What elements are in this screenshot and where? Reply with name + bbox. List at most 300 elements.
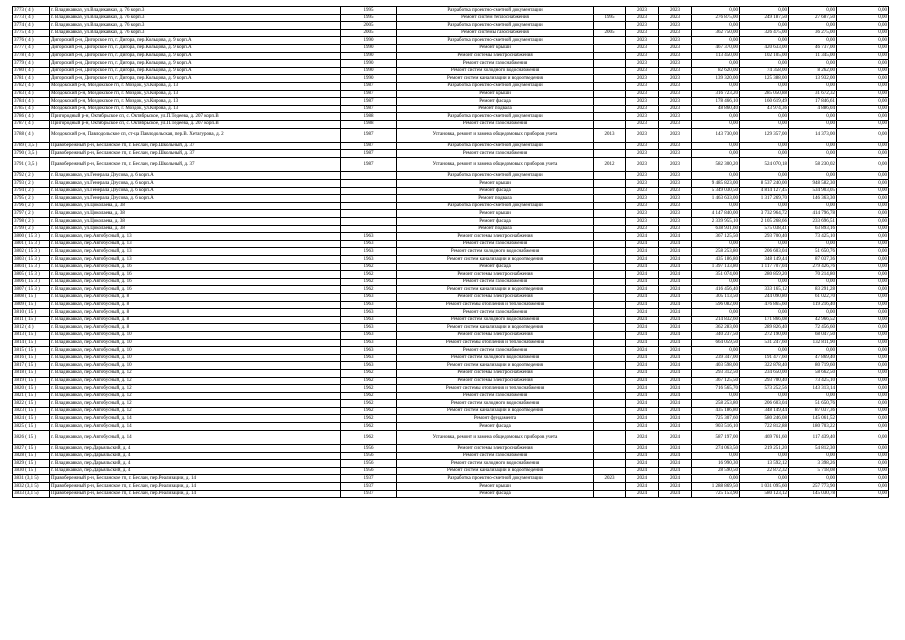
table-row — [13, 195, 889, 203]
owner-cost-cell: 0,00 — [789, 278, 837, 286]
address-cell: г. Владикавказ, ул.Генерала Дзусова, д. 6 корп.А — [50, 195, 341, 203]
row-number-cell: 3817 ( 15 ) — [13, 362, 50, 370]
fund-cost-cell: 171 866,08 — [740, 316, 789, 324]
total-cost-cell: 139 320,00 — [692, 75, 740, 83]
other-cost-cell: 0,00 — [837, 22, 889, 30]
row-number-cell: 3793 ( 2 ) — [13, 180, 50, 188]
other-cost-cell: 0,00 — [837, 490, 889, 498]
build-year-cell — [341, 195, 397, 203]
plan-year-end-cell: 2024 — [659, 490, 692, 498]
other-cost-cell: 0,00 — [837, 445, 889, 453]
plan-year-end-cell: 2024 — [659, 362, 692, 370]
total-cost-cell: 716 565,70 — [692, 385, 740, 393]
plan-year-start-cell: 2024 — [626, 377, 659, 385]
build-year-cell: 1962 — [341, 392, 397, 400]
other-cost-cell: 0,00 — [837, 483, 889, 491]
plan-year-end-cell: 2023 — [659, 218, 692, 226]
last-repair-year-cell — [594, 240, 626, 248]
table-row — [13, 14, 889, 22]
table-row — [13, 52, 889, 60]
fund-cost-cell: 0,00 — [740, 37, 789, 45]
last-repair-year-cell — [594, 407, 626, 415]
address-cell: г. Владикавказ, ул.Генерала Дзусова, д. 6 корп.А — [50, 180, 341, 188]
last-repair-year-cell — [594, 187, 626, 195]
row-number-cell: 3828 ( 15 ) — [13, 452, 50, 460]
total-cost-cell: 0,00 — [692, 278, 740, 286]
other-cost-cell: 0,00 — [837, 301, 889, 309]
table-row — [13, 362, 889, 370]
owner-cost-cell: 87 037,36 — [789, 407, 837, 415]
other-cost-cell: 0,00 — [837, 467, 889, 475]
build-year-cell: 1962 — [341, 430, 397, 444]
last-repair-year-cell — [594, 7, 626, 15]
plan-year-start-cell: 2024 — [626, 369, 659, 377]
last-repair-year-cell: 2013 — [594, 128, 626, 142]
owner-cost-cell: 0,00 — [789, 240, 837, 248]
last-repair-year-cell: 1995 — [594, 14, 626, 22]
work-type-cell: Ремонт систем холодного водоснабжения — [397, 248, 594, 256]
table-row — [13, 278, 889, 286]
plan-year-start-cell: 2023 — [626, 37, 659, 45]
last-repair-year-cell — [594, 52, 626, 60]
owner-cost-cell: 0,00 — [789, 347, 837, 355]
work-type-cell: Ремонт систем канализации и водоотведения — [397, 467, 594, 475]
other-cost-cell: 0,00 — [837, 263, 889, 271]
fund-cost-cell: 0,00 — [740, 452, 789, 460]
last-repair-year-cell — [594, 415, 626, 423]
work-type-cell: Ремонт систем канализации и водоотведения — [397, 324, 594, 332]
plan-year-start-cell: 2023 — [626, 150, 659, 158]
plan-year-start-cell: 2023 — [626, 172, 659, 180]
last-repair-year-cell — [594, 392, 626, 400]
plan-year-start-cell: 2024 — [626, 233, 659, 241]
address-cell: г. Владикавказ, пер.Автобусный, д. 12 — [50, 385, 341, 393]
other-cost-cell: 0,00 — [837, 52, 889, 60]
owner-cost-cell: 145 030,78 — [789, 490, 837, 498]
table-row — [13, 90, 889, 98]
plan-year-start-cell: 2024 — [626, 475, 659, 483]
last-repair-year-cell — [594, 347, 626, 355]
other-cost-cell: 0,00 — [837, 142, 889, 150]
owner-cost-cell: 146 363,30 — [789, 195, 837, 203]
plan-year-end-cell: 2024 — [659, 407, 692, 415]
other-cost-cell: 0,00 — [837, 339, 889, 347]
build-year-cell: 1987 — [341, 158, 397, 172]
last-repair-year-cell — [594, 202, 626, 210]
plan-year-start-cell: 2024 — [626, 430, 659, 444]
owner-cost-cell: 534 903,05 — [789, 187, 837, 195]
owner-cost-cell: 63 893,16 — [789, 225, 837, 233]
plan-year-start-cell: 2023 — [626, 195, 659, 203]
last-repair-year-cell — [594, 75, 626, 83]
owner-cost-cell: 0,00 — [789, 452, 837, 460]
work-type-cell: Ремонт подвала — [397, 105, 594, 113]
owner-cost-cell: 0,00 — [789, 392, 837, 400]
total-cost-cell: 416 456,40 — [692, 286, 740, 294]
total-cost-cell: 1 397 133,80 — [692, 263, 740, 271]
work-type-cell: Разработка проектно-сметной документации — [397, 202, 594, 210]
fund-cost-cell: 8 537 240,00 — [740, 180, 789, 188]
other-cost-cell: 0,00 — [837, 233, 889, 241]
build-year-cell: 1963 — [341, 354, 397, 362]
address-cell: Дигорский р-н, Дигорское гп, г. Дигора, пер.Кольцова, д. 9 корп.А — [50, 44, 341, 52]
build-year-cell: 1963 — [341, 293, 397, 301]
fund-cost-cell: 0,00 — [740, 82, 789, 90]
total-cost-cell: 28 590,50 — [692, 467, 740, 475]
plan-year-start-cell: 2023 — [626, 44, 659, 52]
last-repair-year-cell — [594, 60, 626, 68]
row-number-cell: 3805 ( 15 3 ) — [13, 271, 50, 279]
address-cell: г. Владикавказ, пер.Дарьяльский, д. 4 — [50, 452, 341, 460]
address-cell: г. Владикавказ, пер.Автобусный, д. 13 — [50, 240, 341, 248]
plan-year-end-cell: 2024 — [659, 263, 692, 271]
owner-cost-cell: 80 719,60 — [789, 362, 837, 370]
row-number-cell: 3811 ( 15 ) — [13, 316, 50, 324]
total-cost-cell: 305 113,50 — [692, 293, 740, 301]
build-year-cell: 1995 — [341, 7, 397, 15]
row-number-cell: 3816 ( 15 ) — [13, 354, 50, 362]
total-cost-cell: 274 063,50 — [692, 445, 740, 453]
build-year-cell: 1962 — [341, 415, 397, 423]
owner-cost-cell: 0,00 — [789, 120, 837, 128]
work-type-cell: Ремонт системы электроснабжения — [397, 233, 594, 241]
row-number-cell: 3780 ( 4 ) — [13, 67, 50, 75]
row-number-cell: 3823 ( 15 ) — [13, 407, 50, 415]
row-number-cell: 3827 ( 15 ) — [13, 445, 50, 453]
other-cost-cell: 0,00 — [837, 407, 889, 415]
last-repair-year-cell — [594, 113, 626, 121]
table-row — [13, 158, 889, 172]
total-cost-cell: 143 730,00 — [692, 128, 740, 142]
table-row — [13, 120, 889, 128]
build-year-cell: 1987 — [341, 128, 397, 142]
fund-cost-cell: 469 761,60 — [740, 430, 789, 444]
other-cost-cell: 0,00 — [837, 385, 889, 393]
build-year-cell: 1990 — [341, 37, 397, 45]
row-number-cell: 3786 ( 4 ) — [13, 113, 50, 121]
other-cost-cell: 0,00 — [837, 113, 889, 121]
other-cost-cell: 0,00 — [837, 392, 889, 400]
work-type-cell: Ремонт фасада — [397, 490, 594, 498]
row-number-cell: 3773 ( 4 ) — [13, 7, 50, 15]
address-cell: г. Владикавказ, пер.Автобусный, д. 12 — [50, 392, 341, 400]
fund-cost-cell: 0,00 — [740, 202, 789, 210]
address-cell: г. Владикавказ, ул.Владикавказ, д. 76 корп.3 — [50, 7, 341, 15]
address-cell: Правобережный р-н, Бесланское гп, г. Беслан, пер.Школьный, д. 37 — [50, 142, 341, 150]
plan-year-end-cell: 2023 — [659, 22, 692, 30]
last-repair-year-cell — [594, 271, 626, 279]
work-type-cell: Разработка проектно-сметной документации — [397, 82, 594, 90]
total-cost-cell: 9 485 823,00 — [692, 180, 740, 188]
table-row — [13, 467, 889, 475]
table-row — [13, 377, 889, 385]
address-cell: г. Владикавказ, пер.Автобусный, д. 14 — [50, 415, 341, 423]
plan-year-start-cell: 2023 — [626, 52, 659, 60]
plan-year-start-cell: 2024 — [626, 445, 659, 453]
build-year-cell: 1962 — [341, 271, 397, 279]
row-number-cell: 3774 ( 4 ) — [13, 22, 50, 30]
plan-year-start-cell: 2024 — [626, 460, 659, 468]
owner-cost-cell: 5 718,08 — [789, 467, 837, 475]
fund-cost-cell: 0,00 — [740, 475, 789, 483]
table-row — [13, 240, 889, 248]
last-repair-year-cell — [594, 377, 626, 385]
fund-cost-cell: 289 826,40 — [740, 324, 789, 332]
other-cost-cell: 0,00 — [837, 195, 889, 203]
build-year-cell: 1990 — [341, 75, 397, 83]
plan-year-start-cell: 2023 — [626, 60, 659, 68]
last-repair-year-cell — [594, 430, 626, 444]
address-cell: Правобережный р-н, Бесланское гп, г. Беслан, пер.Реализации, д. 14 — [50, 475, 341, 483]
total-cost-cell: 582 300,20 — [692, 158, 740, 172]
plan-year-end-cell: 2024 — [659, 286, 692, 294]
plan-year-start-cell: 2024 — [626, 423, 659, 431]
total-cost-cell: 1 288 869,50 — [692, 483, 740, 491]
last-repair-year-cell — [594, 316, 626, 324]
row-number-cell: 3784 ( 4 ) — [13, 98, 50, 106]
last-repair-year-cell — [594, 142, 626, 150]
row-number-cell: 3803 ( 15 3 ) — [13, 256, 50, 264]
total-cost-cell: 178 466,10 — [692, 98, 740, 106]
plan-year-end-cell: 2023 — [659, 82, 692, 90]
last-repair-year-cell — [594, 483, 626, 491]
plan-year-start-cell: 2024 — [626, 490, 659, 498]
work-type-cell: Ремонт систем канализации и водоотведения — [397, 407, 594, 415]
other-cost-cell: 0,00 — [837, 369, 889, 377]
total-cost-cell: 0,00 — [692, 37, 740, 45]
row-number-cell: 3791 ( 3,5 ) — [13, 158, 50, 172]
last-repair-year-cell — [594, 400, 626, 408]
table-row — [13, 128, 889, 142]
build-year-cell: 2005 — [341, 29, 397, 37]
fund-cost-cell: 1 317 269,70 — [740, 195, 789, 203]
document-page — [12, 6, 888, 498]
address-cell: г. Владикавказ, пер.Автобусный, д. 13 — [50, 248, 341, 256]
plan-year-start-cell: 2024 — [626, 286, 659, 294]
address-cell: Пригородный р-н, Октябрьское сп, с. Октябрьское, ул.П.Тедеева, д. 207 корп.В — [50, 120, 341, 128]
build-year-cell: 1962 — [341, 263, 397, 271]
fund-cost-cell: 22 872,32 — [740, 467, 789, 475]
total-cost-cell: 1 463 633,00 — [692, 195, 740, 203]
address-cell: Дигорский р-н, Дигорское гп, г. Дигора, пер.Кольцова, д. 9 корп.А — [50, 37, 341, 45]
last-repair-year-cell — [594, 490, 626, 498]
fund-cost-cell: 348 149,44 — [740, 407, 789, 415]
plan-year-end-cell: 2024 — [659, 347, 692, 355]
plan-year-start-cell: 2024 — [626, 452, 659, 460]
other-cost-cell: 0,00 — [837, 248, 889, 256]
plan-year-end-cell: 2023 — [659, 128, 692, 142]
build-year-cell: 1963 — [341, 248, 397, 256]
total-cost-cell: 214 832,60 — [692, 316, 740, 324]
other-cost-cell: 0,00 — [837, 400, 889, 408]
row-number-cell: 3810 ( 15 ) — [13, 309, 50, 317]
build-year-cell — [341, 202, 397, 210]
row-number-cell: 3806 ( 15 3 ) — [13, 278, 50, 286]
address-cell: г. Владикавказ, ул.Владикавказ, д. 76 корп.3 — [50, 14, 341, 22]
last-repair-year-cell — [594, 210, 626, 218]
row-number-cell: 3775 ( 4 ) — [13, 29, 50, 37]
plan-year-end-cell: 2023 — [659, 7, 692, 15]
other-cost-cell: 0,00 — [837, 44, 889, 52]
build-year-cell: 1963 — [341, 339, 397, 347]
plan-year-start-cell: 2023 — [626, 210, 659, 218]
total-cost-cell: 0,00 — [692, 475, 740, 483]
other-cost-cell: 0,00 — [837, 7, 889, 15]
address-cell: г. Владикавказ, пер.Автобусный, д. 10 — [50, 362, 341, 370]
fund-cost-cell: 293 700,40 — [740, 377, 789, 385]
table-row — [13, 369, 889, 377]
owner-cost-cell: 17 846,61 — [789, 98, 837, 106]
fund-cost-cell: 0,00 — [740, 113, 789, 121]
address-cell: г. Владикавказ, ул.Генерала Дзусова, д. 6 корп.А — [50, 187, 341, 195]
fund-cost-cell: 191 477,60 — [740, 354, 789, 362]
fund-cost-cell: 476 865,60 — [740, 301, 789, 309]
total-cost-cell: 596 082,00 — [692, 301, 740, 309]
fund-cost-cell: 1 031 095,60 — [740, 483, 789, 491]
row-number-cell: 3809 ( 15 ) — [13, 301, 50, 309]
total-cost-cell: 725 153,90 — [692, 490, 740, 498]
row-number-cell: 3777 ( 4 ) — [13, 44, 50, 52]
total-cost-cell: 258 253,80 — [692, 248, 740, 256]
total-cost-cell: 0,00 — [692, 240, 740, 248]
address-cell: г. Владикавказ, пер.Автобусный, д. 14 — [50, 423, 341, 431]
table-row — [13, 44, 889, 52]
table-row — [13, 172, 889, 180]
work-type-cell: Ремонт систем газоснабжения — [397, 452, 594, 460]
owner-cost-cell: 0,00 — [789, 60, 837, 68]
owner-cost-cell: 0,00 — [789, 37, 837, 45]
total-cost-cell: 367 125,50 — [692, 233, 740, 241]
fund-cost-cell: 206 603,04 — [740, 400, 789, 408]
build-year-cell: 1962 — [341, 407, 397, 415]
plan-year-end-cell: 2024 — [659, 309, 692, 317]
table-row — [13, 218, 889, 226]
fund-cost-cell: 2 105 268,66 — [740, 218, 789, 226]
owner-cost-cell: 948 582,30 — [789, 180, 837, 188]
plan-year-end-cell: 2024 — [659, 256, 692, 264]
work-type-cell: Ремонт фундамента — [397, 415, 594, 423]
total-cost-cell: 2 339 955,10 — [692, 218, 740, 226]
plan-year-end-cell: 2024 — [659, 400, 692, 408]
build-year-cell: 1963 — [341, 347, 397, 355]
address-cell: г. Владикавказ, пер.Автобусный, д. 10 — [50, 331, 341, 339]
owner-cost-cell: 47 869,40 — [789, 354, 837, 362]
build-year-cell: 1963 — [341, 362, 397, 370]
owner-cost-cell: 117 439,40 — [789, 430, 837, 444]
fund-cost-cell: 348 149,44 — [740, 256, 789, 264]
last-repair-year-cell — [594, 180, 626, 188]
address-cell: Дигорский р-н, Дигорское гп, г. Дигора, пер.Кольцова, д. 9 корп.А — [50, 60, 341, 68]
address-cell: г. Владикавказ, пер.Дарьяльский, д. 4 — [50, 445, 341, 453]
last-repair-year-cell — [594, 195, 626, 203]
fund-cost-cell: 524 070,18 — [740, 158, 789, 172]
fund-cost-cell: 4 814 127,45 — [740, 187, 789, 195]
other-cost-cell: 0,00 — [837, 309, 889, 317]
plan-year-end-cell: 2023 — [659, 195, 692, 203]
work-type-cell: Ремонт системы отопления и теплоснабжения — [397, 339, 594, 347]
owner-cost-cell: 14 373,00 — [789, 128, 837, 142]
work-type-cell: Ремонт систем газоснабжения — [397, 309, 594, 317]
plan-year-start-cell: 2024 — [626, 385, 659, 393]
work-type-cell: Ремонт систем газоснабжения — [397, 150, 594, 158]
table-row — [13, 67, 889, 75]
build-year-cell: 1962 — [341, 423, 397, 431]
last-repair-year-cell — [594, 98, 626, 106]
plan-year-end-cell: 2024 — [659, 369, 692, 377]
work-type-cell: Ремонт систем теплоснабжения — [397, 14, 594, 22]
owner-cost-cell: 257 773,90 — [789, 483, 837, 491]
other-cost-cell: 0,00 — [837, 225, 889, 233]
owner-cost-cell: 72 456,60 — [789, 324, 837, 332]
last-repair-year-cell — [594, 105, 626, 113]
row-number-cell: 3812 ( 4 ) — [13, 324, 50, 332]
work-type-cell: Разработка проектно-сметной документации — [397, 172, 594, 180]
work-type-cell: Разработка проектно-сметной документации — [397, 37, 594, 45]
last-repair-year-cell — [594, 286, 626, 294]
table-row — [13, 475, 889, 483]
plan-year-end-cell: 2023 — [659, 37, 692, 45]
address-cell: Моздокский р-н, Моздокское гп, г. Моздок, ул.Кирова, д. 13 — [50, 105, 341, 113]
work-type-cell: Ремонт крыши — [397, 483, 594, 491]
plan-year-end-cell: 2024 — [659, 392, 692, 400]
fund-cost-cell: 0,00 — [740, 60, 789, 68]
plan-year-start-cell: 2024 — [626, 467, 659, 475]
address-cell: г. Владикавказ, пер.Дарьяльский, д. 4 — [50, 467, 341, 475]
owner-cost-cell: 68 047,50 — [789, 331, 837, 339]
address-cell: г. Владикавказ, ул.Цоколаева, д. 38 — [50, 210, 341, 218]
work-type-cell: Ремонт систем холодного водоснабжения — [397, 400, 594, 408]
total-cost-cell: 293 312,50 — [692, 369, 740, 377]
table-row — [13, 392, 889, 400]
last-repair-year-cell: 2023 — [594, 475, 626, 483]
row-number-cell: 3804 ( 15 3 ) — [13, 263, 50, 271]
fund-cost-cell: 0,00 — [740, 22, 789, 30]
last-repair-year-cell — [594, 263, 626, 271]
plan-year-end-cell: 2023 — [659, 180, 692, 188]
build-year-cell: 1987 — [341, 98, 397, 106]
last-repair-year-cell — [594, 362, 626, 370]
owner-cost-cell: 58 662,50 — [789, 369, 837, 377]
build-year-cell — [341, 210, 397, 218]
owner-cost-cell: 279 426,76 — [789, 263, 837, 271]
owner-cost-cell: 36 275,00 — [789, 29, 837, 37]
owner-cost-cell: 87 037,36 — [789, 256, 837, 264]
address-cell: Моздокский р-н, Моздокское гп, г. Моздок, ул.Кирова, д. 13 — [50, 98, 341, 106]
plan-year-end-cell: 2024 — [659, 278, 692, 286]
work-type-cell: Ремонт систем канализации и водоотведения — [397, 286, 594, 294]
build-year-cell: 2005 — [341, 22, 397, 30]
fund-cost-cell: 575 038,41 — [740, 225, 789, 233]
other-cost-cell: 0,00 — [837, 180, 889, 188]
row-number-cell: 3778 ( 4 ) — [13, 52, 50, 60]
plan-year-end-cell: 2024 — [659, 385, 692, 393]
table-row — [13, 385, 889, 393]
plan-year-start-cell: 2024 — [626, 400, 659, 408]
plan-year-end-cell: 2024 — [659, 452, 692, 460]
fund-cost-cell: 43 974,36 — [740, 105, 789, 113]
row-number-cell: 3833 (3,1 5) — [13, 490, 50, 498]
row-number-cell: 3799 ( 2 ) — [13, 225, 50, 233]
build-year-cell: 1990 — [341, 52, 397, 60]
work-type-cell: Ремонт системы электроснабжения — [397, 271, 594, 279]
other-cost-cell: 0,00 — [837, 316, 889, 324]
work-type-cell: Ремонт крыши — [397, 44, 594, 52]
plan-year-end-cell: 2023 — [659, 150, 692, 158]
total-cost-cell: 0,00 — [692, 60, 740, 68]
total-cost-cell: 0,00 — [692, 120, 740, 128]
plan-year-end-cell: 2024 — [659, 483, 692, 491]
build-year-cell: 1987 — [341, 105, 397, 113]
